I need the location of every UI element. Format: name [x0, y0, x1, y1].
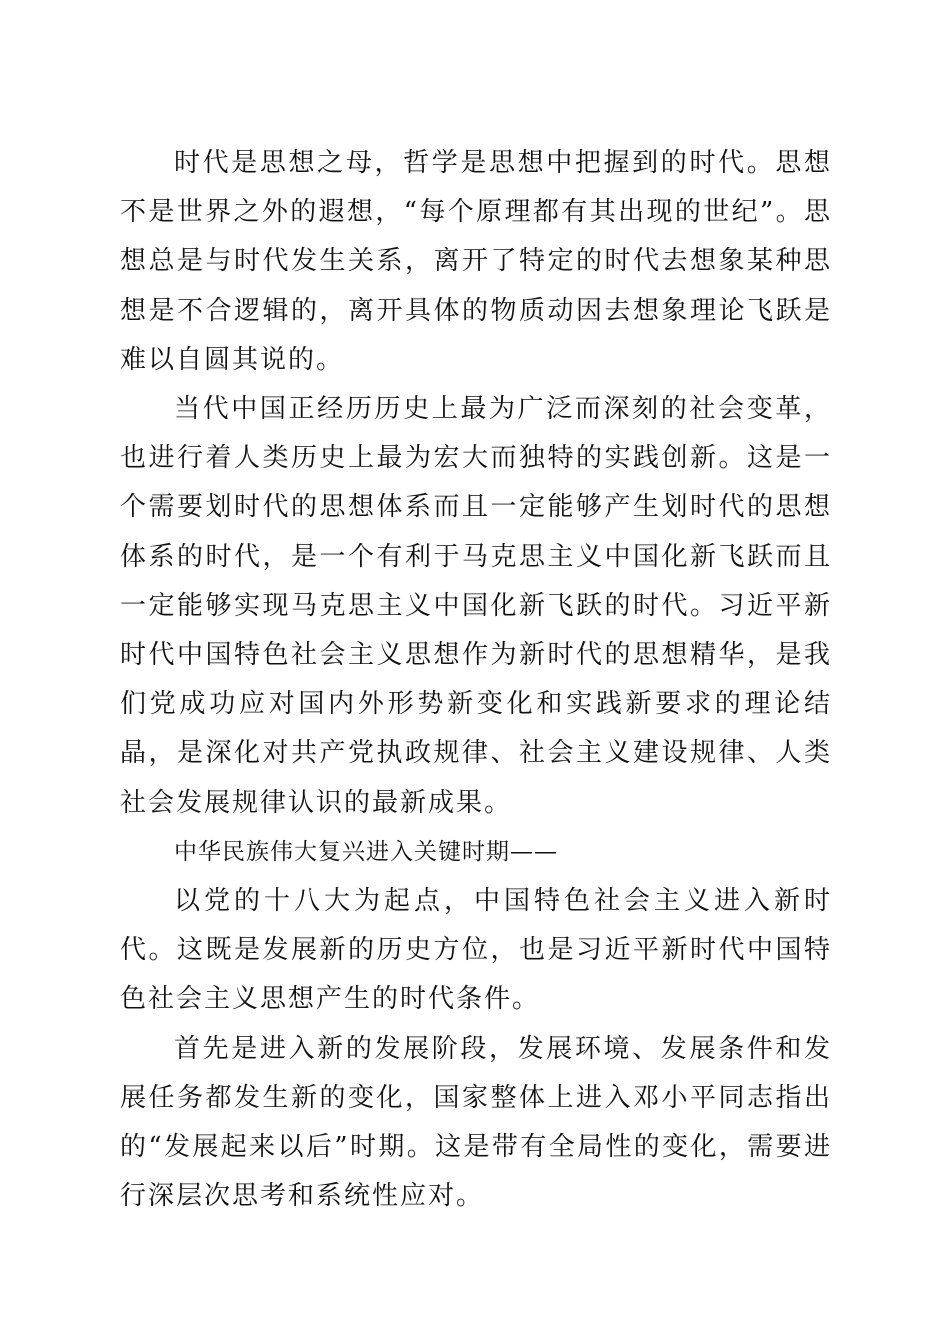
paragraph-5: 首先是进入新的发展阶段，发展环境、发展条件和发展任务都发生新的变化，国家整体上进入邓小平同志指出的“发展起来以后”时期。这是带有全局性的变化，需要进行深层次思考和系统性应对。 — [120, 1033, 832, 1212]
document-body — [120, 139, 832, 1221]
paragraph-2: 当代中国正经历历史上最为广泛而深刻的社会变革，也进行着人类历史上最为宏大而独特的实践创新。这是一个需要划时代的思想体系而且一定能够产生划时代的思想体系的时代，是一个有利于马克思主义中国化新飞跃而且一定能够实现马克思主义中国化新飞跃的时代。习近平新时代中国特色社会主义思想作为新时代的思想精华，是我们党成功应对国内外形势新变化和实践新要求的理论结晶，是深化对共产党执政规律、社会主义建设规律、人类社会发展规律认识的最新成果。 — [120, 394, 832, 818]
paragraph-1: 时代是思想之母，哲学是思想中把握到的时代。思想不是世界之外的遐想，“每个原理都有其出现的世纪”。思想总是与时代发生关系，离开了特定的时代去想象某种思想是不合逻辑的，离开具体的物质动因去想象理论飞跃是难以自圆其说的。 — [120, 148, 832, 375]
paragraph-4: 以党的十八大为起点，中国特色社会主义进入新时代。这既是发展新的历史方位，也是习近平新时代中国特色社会主义思想产生的时代条件。 — [120, 886, 832, 1015]
paragraph-3-subheading: 中华民族伟大复兴进入关键时期—— — [174, 838, 558, 865]
